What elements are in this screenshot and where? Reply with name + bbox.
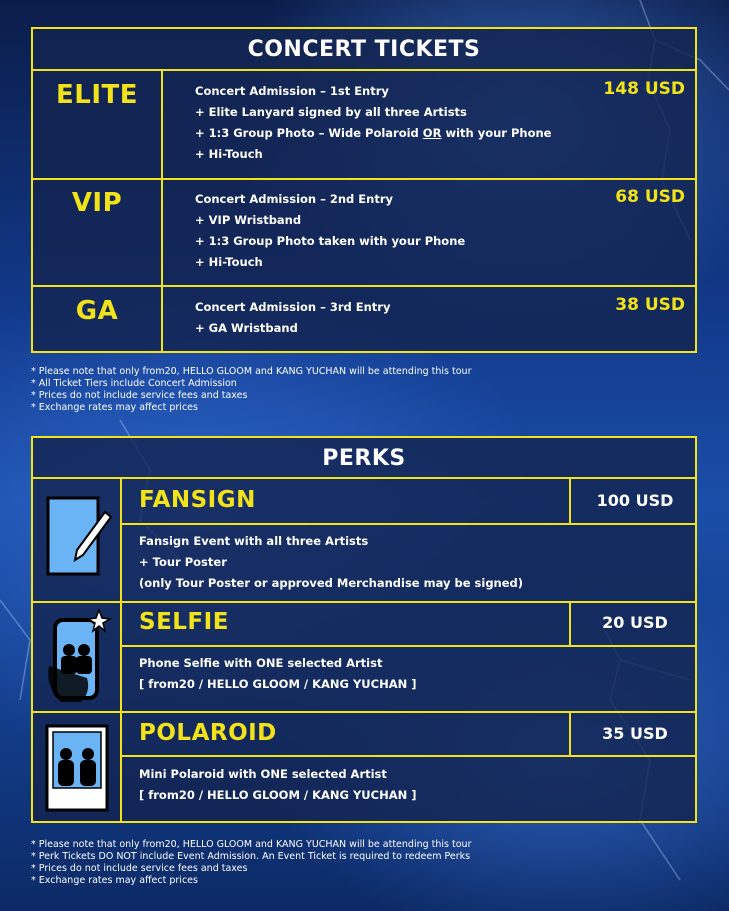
divider: [33, 477, 695, 479]
divider: [33, 285, 695, 287]
perk-line: Mini Polaroid with ONE selected Artist: [139, 767, 387, 781]
divider: [122, 645, 695, 647]
divider: [33, 69, 695, 71]
perks-title: PERKS: [322, 446, 406, 471]
tier-details-ga: [195, 297, 390, 339]
tier-line: Concert Admission – 2nd Entry: [195, 192, 393, 206]
tier-line: + GA Wristband: [195, 321, 298, 335]
tier-details-vip: [195, 189, 465, 273]
divider: [33, 178, 695, 180]
note: * Exchange rates may affect prices: [31, 875, 198, 886]
phone-selfie-icon: [41, 606, 116, 706]
perk-name-selfie: SELFIE: [139, 609, 229, 635]
perk-details-polaroid: [139, 764, 417, 806]
concert-tickets-title: CONCERT TICKETS: [247, 37, 481, 62]
perk-price-polaroid: 35 USD: [602, 724, 668, 743]
divider: [122, 755, 695, 757]
divider: [33, 711, 695, 713]
tier-line: + 1:3 Group Photo taken with your Phone: [195, 234, 466, 248]
tier-line: Concert Admission – 1st Entry: [195, 84, 389, 98]
tier-line: + Hi-Touch: [195, 147, 263, 161]
perk-line: Phone Selfie with ONE selected Artist: [139, 656, 383, 670]
tier-line: + Elite Lanyard signed by all three Artists: [195, 105, 467, 119]
perk-price-selfie: 20 USD: [602, 613, 668, 632]
perks-notes: [31, 839, 471, 887]
tier-price-elite: 148 USD: [603, 79, 685, 99]
note: * Prices do not include service fees and taxes: [31, 863, 248, 874]
perk-line: Fansign Event with all three Artists: [139, 534, 369, 548]
concert-notes: [31, 366, 471, 414]
tier-line: Concert Admission – 3rd Entry: [195, 300, 391, 314]
note: * Prices do not include service fees and taxes: [31, 390, 248, 401]
perk-name-polaroid: POLAROID: [139, 720, 277, 746]
note: * Please note that only from20, HELLO GLOOM and KANG YUCHAN will be attending this tour: [31, 839, 472, 850]
tier-name-ga: GA: [75, 296, 119, 326]
tier-details-elite: [195, 81, 551, 165]
perk-line: [ from20 / HELLO GLOOM / KANG YUCHAN ]: [139, 788, 417, 802]
tier-name-vip: VIP: [71, 188, 123, 218]
concert-tickets-panel: [31, 27, 697, 353]
perk-details-selfie: [139, 653, 417, 695]
tier-price-ga: 38 USD: [615, 295, 685, 315]
perk-line: (only Tour Poster or approved Merchandise may be signed): [139, 576, 524, 590]
divider: [120, 477, 122, 821]
divider: [161, 69, 163, 351]
tier-line: + VIP Wristband: [195, 213, 302, 227]
tablet-pencil-icon: [43, 492, 113, 582]
note: * Exchange rates may affect prices: [31, 402, 198, 413]
perk-details-fansign: [139, 531, 523, 594]
perks-panel: [31, 436, 697, 823]
perk-line: [ from20 / HELLO GLOOM / KANG YUCHAN ]: [139, 677, 417, 691]
note: * Perk Tickets DO NOT include Event Admission. An Event Ticket is required to redeem Perks: [31, 851, 471, 862]
perk-line: + Tour Poster: [139, 555, 227, 569]
perk-name-fansign: FANSIGN: [139, 487, 256, 513]
divider: [33, 601, 695, 603]
note: * All Ticket Tiers include Concert Admission: [31, 378, 237, 389]
tier-line: + 1:3 Group Photo – Wide Polaroid OR with your Phone: [195, 126, 552, 140]
tier-price-vip: 68 USD: [615, 187, 685, 207]
tier-line: + Hi-Touch: [195, 255, 263, 269]
perk-price-fansign: 100 USD: [596, 491, 674, 510]
note: * Please note that only from20, HELLO GLOOM and KANG YUCHAN will be attending this tour: [31, 366, 472, 377]
tier-name-elite: ELITE: [56, 80, 138, 110]
divider: [122, 523, 695, 525]
polaroid-icon: [43, 722, 111, 814]
